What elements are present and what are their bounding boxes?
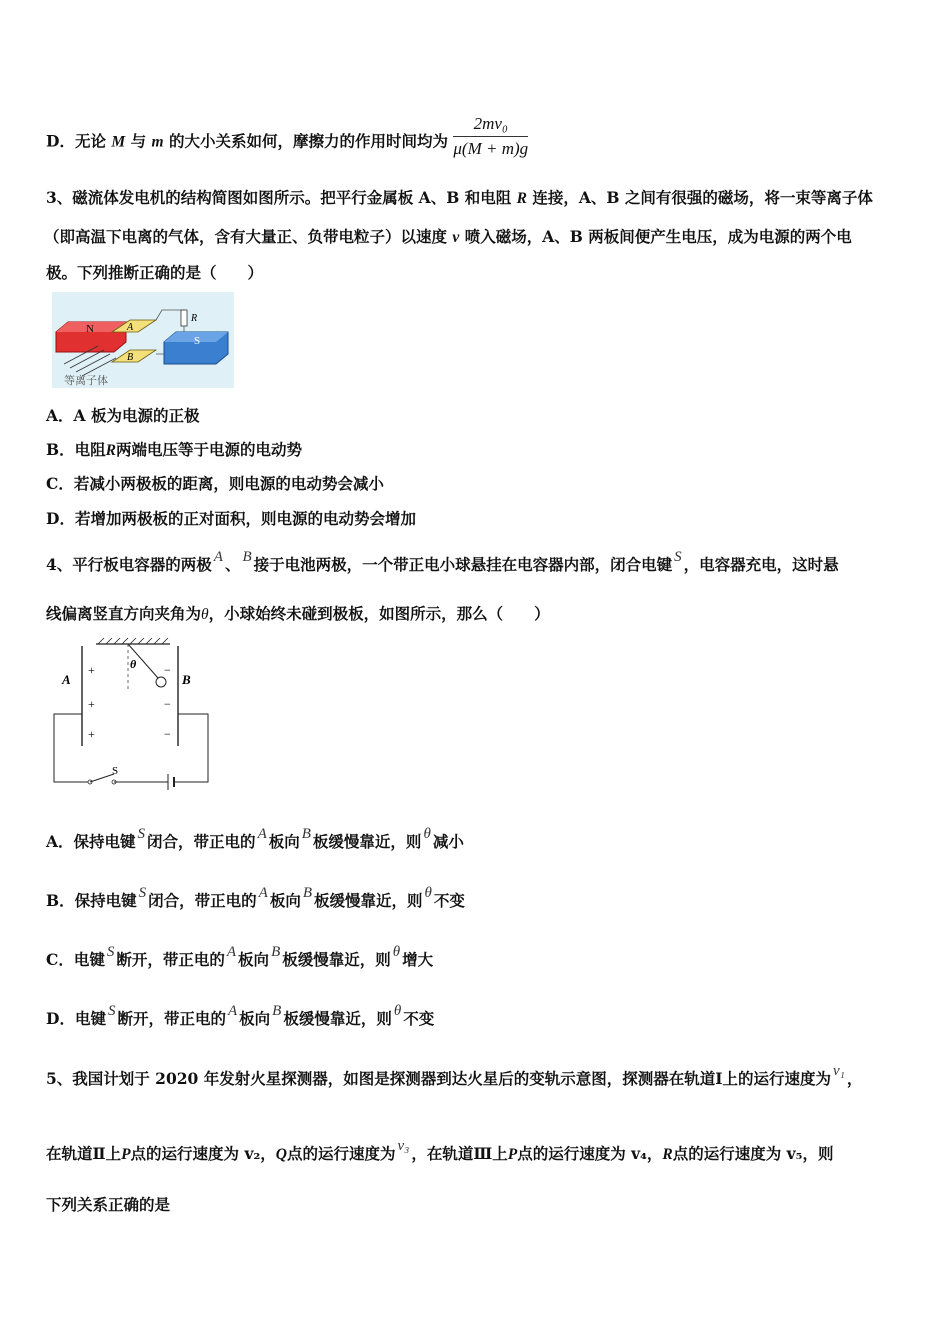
option-mid3: 板缓慢靠近，则	[283, 1009, 392, 1028]
q4-option-a	[46, 826, 464, 852]
option-end: 减小	[432, 832, 464, 851]
var-B: B	[271, 944, 281, 960]
fraction-denominator: μ(M + m)g	[453, 139, 529, 158]
option-mid3: 板缓慢靠近，则	[314, 891, 423, 910]
q5-stem-line1	[46, 1063, 863, 1089]
q4-option-d	[46, 1003, 435, 1029]
resistor	[181, 310, 187, 326]
option-end: 增大	[402, 950, 434, 969]
q3-stem-line3: 极。下列推断正确的是（ ）	[46, 263, 264, 282]
q4-sep: 、	[224, 555, 241, 574]
option-key: 电键	[73, 950, 105, 969]
q3-stem-line2	[44, 225, 852, 247]
s-label: S	[194, 335, 201, 347]
option-mid2: 板向	[269, 891, 301, 910]
var-A: A	[227, 1003, 238, 1019]
var-S: S	[107, 1003, 116, 1019]
mhd-generator-figure	[52, 292, 234, 388]
q3-option-b-post: 两端电压等于电源的电动势	[115, 440, 302, 459]
var-v1: v₁	[832, 1063, 845, 1079]
var-theta: θ	[393, 1003, 402, 1019]
var-M: M	[111, 133, 126, 151]
var-S: S	[674, 549, 682, 565]
minus-sign: −	[164, 663, 171, 677]
var-P: P	[507, 1146, 518, 1163]
var-B: B	[272, 1003, 282, 1019]
var-A: A	[257, 826, 267, 842]
minus-sign: −	[164, 727, 171, 741]
option-mid3: 板缓慢靠近，则	[282, 950, 391, 969]
var-R: R	[516, 190, 527, 207]
q3-option-d: D．若增加两极板的正对面积，则电源的电动势会增加	[46, 509, 416, 528]
q4-stem-line2	[46, 602, 550, 624]
q2-option-d-conj: 与	[130, 131, 147, 151]
var-v: v	[452, 229, 460, 246]
theta-label: θ	[130, 657, 137, 671]
ceiling-hatch	[98, 638, 168, 644]
var-B: B	[242, 549, 252, 565]
option-end: 不变	[403, 1009, 435, 1028]
q4-option-b	[46, 885, 465, 911]
plus-sign: +	[88, 663, 95, 677]
q4-l1-c: ，电容器充电，这时悬	[683, 555, 839, 574]
q2-option-d-text: 的大小关系如何，摩擦力的作用时间均为	[168, 131, 448, 151]
option-end: 不变	[433, 891, 465, 910]
option-letter: B．	[46, 891, 75, 910]
q3-option-a: A．A 板为电源的正极	[46, 406, 200, 425]
wire-left	[54, 714, 90, 782]
option-letter: A．	[46, 832, 74, 851]
var-S: S	[138, 885, 147, 901]
q5-stem-line2	[46, 1138, 834, 1164]
var-v3: v₃	[397, 1138, 410, 1154]
q3-stem-line1	[46, 186, 873, 208]
var-theta: θ	[392, 944, 401, 960]
q5-l2-d: ，在轨道Ⅲ上	[411, 1144, 508, 1163]
n-label: N	[86, 323, 94, 335]
charged-ball	[156, 677, 166, 687]
q3-stem-line2-a: （即高温下电离的气体，含有大量正、负带电粒子）以速度	[44, 227, 448, 246]
fraction-numerator: 2mv₀	[453, 114, 528, 137]
q5-l2-b: 点的运行速度为 v₂，	[130, 1144, 276, 1163]
q4-l2-a: 线偏离竖直方向夹角为	[46, 604, 202, 623]
var-theta: θ	[424, 885, 432, 901]
option-mid3: 板缓慢靠近，则	[312, 832, 422, 851]
minus-sign: −	[164, 697, 171, 711]
q3-option-c: C．若减小两极板的距离，则电源的电动势会减小	[46, 474, 384, 493]
var-A: A	[213, 549, 223, 565]
option-letter: C．	[46, 950, 74, 969]
option-mid1: 闭合，带正电的	[148, 891, 257, 910]
var-R: R	[105, 442, 116, 459]
q4-stem-line1	[46, 549, 839, 575]
option-mid2: 板向	[239, 1009, 271, 1028]
switch-label: S	[112, 765, 119, 777]
resistor-label: R	[191, 313, 198, 324]
var-theta: θ	[423, 826, 431, 842]
var-R: R	[662, 1146, 673, 1163]
q5-l1-text: 5、我国计划于 2020 年发射火星探测器，如图是探测器到达火星后的变轨示意图，探测器在轨道Ⅰ上的运行速度为	[46, 1069, 831, 1088]
option-letter: D．	[46, 1009, 75, 1028]
q4-l1-a: 4、平行板电容器的两极	[46, 555, 212, 574]
var-A: A	[258, 885, 268, 901]
option-mid1: 闭合，带正电的	[147, 832, 256, 851]
q5-l2-f: 点的运行速度为 v₅，则	[672, 1144, 834, 1163]
q2-option-d-prefix: D．无论	[46, 131, 106, 151]
var-theta: θ	[201, 606, 209, 623]
q3-option-b-pre: B．电阻	[46, 440, 106, 459]
plate-b-label: B	[127, 352, 134, 363]
q5-l2-e: 点的运行速度为 v₄，	[517, 1144, 663, 1163]
q5-comma: ，	[846, 1069, 863, 1088]
q3-stem-line2-b: 喷入磁场，A、B 两板间便产生电压，成为电源的两个电	[464, 227, 852, 246]
option-mid1: 断开，带正电的	[116, 950, 225, 969]
option-key: 电键	[74, 1009, 106, 1028]
plate-a-label: A	[62, 672, 71, 687]
var-S: S	[106, 944, 115, 960]
var-B: B	[301, 826, 311, 842]
var-Q: Q	[275, 1146, 287, 1163]
wire-right	[174, 714, 208, 782]
q5-stem-line3: 下列关系正确的是	[46, 1195, 171, 1214]
plate-b-label: B	[182, 672, 191, 687]
switch-blade	[90, 774, 114, 782]
q3-stem-line1-text: 3、磁流体发电机的结构简图如图所示。把平行金属板 A、B 和电阻	[46, 188, 512, 207]
option-mid2: 板向	[268, 832, 300, 851]
option-mid2: 板向	[238, 950, 270, 969]
option-mid1: 断开，带正电的	[117, 1009, 226, 1028]
var-m: m	[151, 133, 164, 151]
capacitor-figure	[50, 636, 214, 790]
q2-option-d	[46, 114, 529, 165]
q5-l2-c: 点的运行速度为	[286, 1144, 396, 1163]
q4-l2-b: ，小球始终未碰到极板，如图所示，那么（ ）	[208, 604, 550, 623]
option-key: 保持电键	[73, 832, 136, 851]
option-key: 保持电键	[74, 891, 137, 910]
q5-l2-a: 在轨道Ⅱ上	[46, 1144, 122, 1163]
q4-l1-b: 接于电池两极，一个带正电小球悬挂在电容器内部，闭合电键	[253, 555, 673, 574]
plasma-caption: 等离子体	[64, 374, 108, 387]
time-fraction	[453, 114, 528, 159]
q3-option-b	[46, 438, 302, 460]
q4-option-c	[46, 944, 434, 970]
var-A: A	[226, 944, 237, 960]
plate-a-label: A	[127, 322, 134, 333]
var-B: B	[302, 885, 312, 901]
plus-sign: +	[88, 727, 95, 741]
q3-stem-line1-end: 连接，A、B 之间有很强的磁场，将一束等离子体	[532, 188, 873, 207]
var-P: P	[121, 1146, 131, 1163]
plus-sign: +	[88, 697, 95, 711]
var-S: S	[137, 826, 146, 842]
